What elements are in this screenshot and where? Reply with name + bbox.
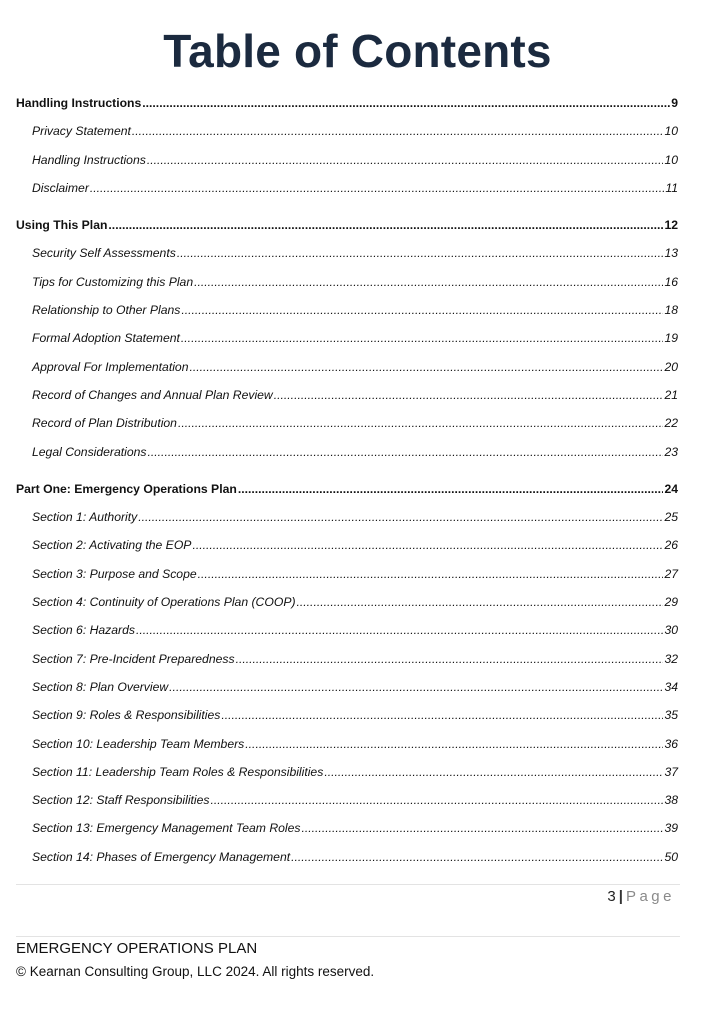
- toc-entry-title: Section 9: Roles & Responsibilities: [32, 708, 221, 723]
- toc-entry[interactable]: [16, 300, 678, 328]
- toc-entry-page: 34: [664, 679, 678, 694]
- toc-entry-title: Section 8: Plan Overview: [32, 679, 169, 694]
- footer-divider-top: [16, 884, 680, 885]
- page-number-word: Page: [625, 888, 675, 905]
- toc-entry-title: Section 6: Hazards: [32, 623, 135, 638]
- toc-entry[interactable]: [16, 272, 678, 300]
- toc-entry[interactable]: [16, 847, 678, 875]
- toc-dot-leader: [274, 385, 664, 405]
- toc-entry-title: Section 3: Purpose and Scope: [32, 566, 197, 581]
- toc-dot-leader: [169, 677, 663, 697]
- toc-entry-page: 21: [664, 387, 678, 402]
- toc-dot-leader: [194, 272, 663, 292]
- toc-dot-leader: [90, 178, 664, 198]
- toc-entry-page: 32: [664, 651, 678, 666]
- toc-entry-title: Section 14: Phases of Emergency Management: [32, 849, 291, 864]
- toc-entry-title: Record of Changes and Annual Plan Review: [32, 387, 273, 402]
- toc-entry[interactable]: [16, 121, 678, 149]
- toc-heading-entry[interactable]: [16, 479, 678, 507]
- toc-dot-leader: [236, 649, 664, 669]
- toc-entry[interactable]: [16, 649, 678, 677]
- toc-entry-title: Approval For Implementation: [32, 359, 189, 374]
- toc-dot-leader: [238, 479, 664, 499]
- toc-dot-leader: [181, 300, 663, 320]
- toc-dot-leader: [324, 762, 663, 782]
- toc-entry[interactable]: [16, 705, 678, 733]
- toc-entry-title: Tips for Customizing this Plan: [32, 274, 194, 289]
- toc-dot-leader: [245, 734, 663, 754]
- toc-dot-leader: [291, 847, 663, 867]
- toc-entry-page: 24: [664, 481, 678, 496]
- toc-dot-leader: [198, 564, 664, 584]
- toc-dot-leader: [302, 818, 664, 838]
- toc-dot-leader: [108, 215, 663, 235]
- toc-entry-page: 39: [664, 821, 678, 836]
- toc-dot-leader: [142, 93, 670, 113]
- toc-dot-leader: [177, 243, 664, 263]
- toc-entry-title: Section 7: Pre-Incident Preparedness: [32, 651, 235, 666]
- toc-entry-page: 11: [665, 180, 678, 195]
- toc-entry-page: 16: [664, 274, 678, 289]
- footer-copyright: © Kearnan Consulting Group, LLC 2024. All rights reserved.: [16, 964, 375, 979]
- toc-heading-entry[interactable]: [16, 93, 678, 121]
- toc-entry-page: 23: [664, 444, 678, 459]
- toc-entry[interactable]: [16, 734, 678, 762]
- toc-entry[interactable]: [16, 150, 678, 178]
- toc-entry-title: Disclaimer: [32, 180, 89, 195]
- table-of-contents: [16, 93, 678, 875]
- toc-entry[interactable]: [16, 243, 678, 271]
- toc-entry[interactable]: [16, 385, 678, 413]
- toc-heading-entry[interactable]: [16, 215, 678, 243]
- toc-dot-leader: [136, 620, 663, 640]
- toc-entry-title: Section 4: Continuity of Operations Plan (COOP): [32, 595, 296, 610]
- toc-entry-title: Section 1: Authority: [32, 510, 138, 525]
- page-title: Table of Contents: [163, 25, 552, 77]
- toc-entry-title: Using This Plan: [16, 218, 108, 233]
- toc-entry[interactable]: [16, 677, 678, 705]
- toc-entry[interactable]: [16, 762, 678, 790]
- toc-entry-page: 13: [664, 246, 678, 261]
- toc-entry-title: Section 10: Leadership Team Members: [32, 736, 245, 751]
- toc-entry-page: 9: [671, 96, 678, 110]
- toc-dot-leader: [147, 150, 664, 170]
- toc-entry[interactable]: [16, 442, 678, 470]
- toc-entry-page: 22: [664, 416, 678, 431]
- toc-dot-leader: [178, 413, 663, 433]
- toc-entry[interactable]: [16, 413, 678, 441]
- toc-entry-page: 36: [664, 736, 678, 751]
- toc-dot-leader: [189, 357, 663, 377]
- toc-entry[interactable]: [16, 818, 678, 846]
- toc-entry-title: Legal Considerations: [32, 444, 147, 459]
- toc-entry-title: Formal Adoption Statement: [32, 331, 180, 346]
- toc-entry[interactable]: [16, 507, 678, 535]
- footer-divider: [16, 936, 680, 937]
- toc-entry-title: Section 11: Leadership Team Roles & Responsibilities: [32, 764, 324, 779]
- toc-entry-title: Privacy Statement: [32, 124, 131, 139]
- toc-entry-page: 30: [664, 623, 678, 638]
- toc-entry-page: 29: [664, 595, 678, 610]
- toc-entry-title: Section 13: Emergency Management Team Roles: [32, 821, 301, 836]
- toc-entry-title: Section 12: Staff Responsibilities: [32, 793, 210, 808]
- toc-entry[interactable]: [16, 620, 678, 648]
- toc-entry-title: Handling Instructions: [16, 96, 142, 110]
- toc-entry-page: 35: [664, 708, 678, 723]
- toc-dot-leader: [297, 592, 664, 612]
- page-number-separator: |: [618, 888, 623, 905]
- toc-entry-page: 19: [664, 331, 678, 346]
- toc-dot-leader: [221, 705, 663, 725]
- toc-dot-leader: [138, 507, 663, 527]
- toc-dot-leader: [148, 442, 664, 462]
- toc-entry-title: Relationship to Other Plans: [32, 303, 181, 318]
- toc-entry-page: 26: [664, 538, 678, 553]
- footer-title: EMERGENCY OPERATIONS PLAN: [16, 940, 258, 957]
- toc-entry[interactable]: [16, 328, 678, 356]
- toc-entry-title: Security Self Assessments: [32, 246, 176, 261]
- toc-entry-title: Part One: Emergency Operations Plan: [16, 481, 237, 496]
- toc-entry-page: 10: [664, 124, 678, 139]
- toc-entry-title: Section 2: Activating the EOP: [32, 538, 192, 553]
- page-number-value: 3: [607, 888, 616, 905]
- page-number: [607, 888, 675, 905]
- toc-entry[interactable]: [16, 178, 678, 206]
- toc-entry[interactable]: [16, 790, 678, 818]
- toc-entry-page: 18: [664, 303, 678, 318]
- toc-entry-page: 27: [664, 566, 678, 581]
- toc-entry-page: 10: [664, 152, 678, 167]
- toc-entry-page: 37: [664, 764, 678, 779]
- toc-entry-title: Handling Instructions: [32, 152, 146, 167]
- toc-entry[interactable]: [16, 564, 678, 592]
- toc-entry[interactable]: [16, 357, 678, 385]
- toc-dot-leader: [181, 328, 664, 348]
- toc-entry-title: Record of Plan Distribution: [32, 416, 177, 431]
- toc-entry[interactable]: [16, 592, 678, 620]
- toc-entry-page: 12: [664, 218, 678, 233]
- toc-entry-page: 50: [664, 849, 678, 864]
- toc-dot-leader: [211, 790, 664, 810]
- toc-entry[interactable]: [16, 535, 678, 563]
- toc-dot-leader: [132, 121, 664, 141]
- toc-entry-page: 38: [664, 793, 678, 808]
- toc-entry-page: 20: [664, 359, 678, 374]
- toc-entry-page: 25: [664, 510, 678, 525]
- toc-dot-leader: [192, 535, 663, 555]
